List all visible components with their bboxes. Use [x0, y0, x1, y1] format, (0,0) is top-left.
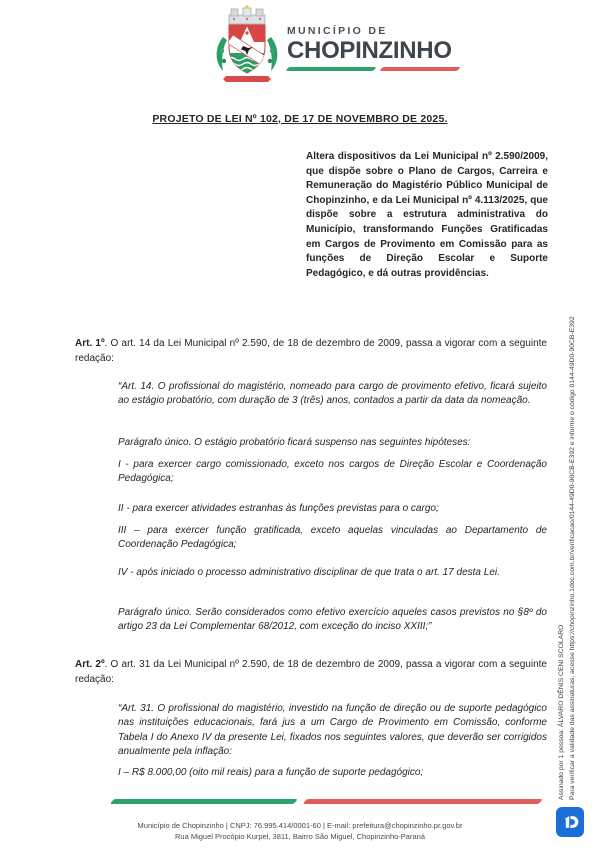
article-1-quote-art14: “Art. 14. O profissional do magistério, nomeado para cargo de provimento efetivo, ficará sujeito ao estágio probatório, com duração de 3 (três) anos, contados a partir da data da nomeação.: [118, 381, 547, 407]
crest-ribbon: [223, 76, 271, 82]
article-1-quote-inciso-3: III – para exercer função gratificada, exceto aquelas vinculadas ao Departamento de Coordenação Pedagógica;: [118, 525, 547, 551]
article-2-caput: [75, 657, 547, 687]
article-1-caput: [75, 336, 547, 366]
document-title: PROJETO DE LEI Nº 102, DE 17 DE NOVEMBRO DE 2025.: [152, 113, 448, 125]
article-2-text: . O art. 31 da Lei Municipal nº 2.590, de 18 de dezembro de 2009, passa a vigorar com a seguinte redação:: [75, 659, 547, 685]
wordmark: [287, 4, 459, 90]
brand-bar-red: [379, 67, 460, 71]
municipal-crest-icon: [214, 4, 280, 90]
article-1-text: . O art. 14 da Lei Municipal nº 2.590, de 18 de dezembro de 2009, passa a vigorar com a seguinte redação:: [75, 338, 547, 364]
crest-left-branch: [217, 37, 227, 71]
article-1-quote-inciso-4: IV - após iniciado o processo administrativo disciplinar de que trata o art. 17 desta Lei.: [118, 567, 500, 578]
brand-bar-green: [285, 67, 376, 71]
article-1-quote-inciso-2: II - para exercer atividades estranhas às funções previstas para o cargo;: [118, 503, 439, 514]
signature-signers-line: Assinado por 1 pessoa: ÁLVARO DÊNIS CENI SCOLARO: [558, 624, 565, 800]
article-1-quote-paragrafo-unico-2: Parágrafo único. Serão considerados como efetivo exercício aqueles casos previstos no §8º do artigo 23 da Lei Complementar 68/2012, com exceção do inciso XXIII;”: [118, 607, 547, 633]
crest-right-branch: [267, 37, 277, 71]
municipality-name: CHOPINZINHO: [287, 37, 452, 64]
signature-verification-line: Para verificar a validade das assinaturas, acesse https://chopinzinho.1doc.com.br/verificacao/0144-49D0-90CB-E392 e informe o código 0144-49D0-90CB-E392: [568, 316, 576, 800]
municipality-label: MUNICÍPIO DE: [287, 25, 388, 37]
onedoc-logo: [556, 807, 584, 837]
ementa-paragraph: Altera dispositivos da Lei Municipal nº 2.590/2009, que dispõe sobre o Plano de Cargos, Carreira e Remuneração do Magistério Público Municipal de Chopinzinho, e da Lei Municipal nº 4.113/2025, que dispõe sobre a estrutura administrativa do Município, transformando Funções Gratificadas em Cargos de Provimento em Comissão para as funções de Direção Escolar e Suporte Pedagógico, e dá outras providências.: [306, 151, 548, 279]
article-2-quote-inciso-1: I – R$ 8.000,00 (oito mil reais) para a função de suporte pedagógico;: [118, 767, 424, 778]
article-1-label: Art. 1º: [75, 338, 105, 349]
article-2-label: Art. 2º: [75, 659, 105, 670]
article-1-quote-paragrafo-unico: Parágrafo único. O estágio probatório ficará suspenso nas seguintes hipóteses:: [118, 437, 471, 448]
signature-sidebar: [557, 140, 578, 800]
footer-bar-red: [303, 799, 543, 804]
brand-bar: [287, 67, 459, 71]
article-2-quote-art31: “Art. 31. O profissional do magistério, investido na função de direção ou de suporte pedagógico nas instituições educacionais, fará jus a um Cargo de Provimento em Comissão, conforme Tabela I do Anexo IV da presente Lei, fixados nos seguintes valores, que deverão ser corrigidos anualmente pela inflação:: [118, 703, 547, 757]
footer-contact-line: Município de Chopinzinho | CNPJ: 76.995.414/0001-60 | E-mail: prefeitura@chopinzinho.pr.gov.br: [137, 821, 463, 830]
footer-bar-green: [110, 799, 298, 804]
document-footer: [0, 821, 600, 842]
footer-address-line: Rua Miguel Procópio Kurpel, 3811, Bairro São Miguel, Chopinzinho-Paraná: [174, 831, 425, 841]
document-header: [214, 4, 459, 90]
onedoc-1d-icon: [560, 812, 580, 832]
article-1-quote-inciso-1: I - para exercer cargo comissionado, exceto nos cargos de Direção Escolar e Coordenação Pedagógica;: [118, 459, 547, 485]
